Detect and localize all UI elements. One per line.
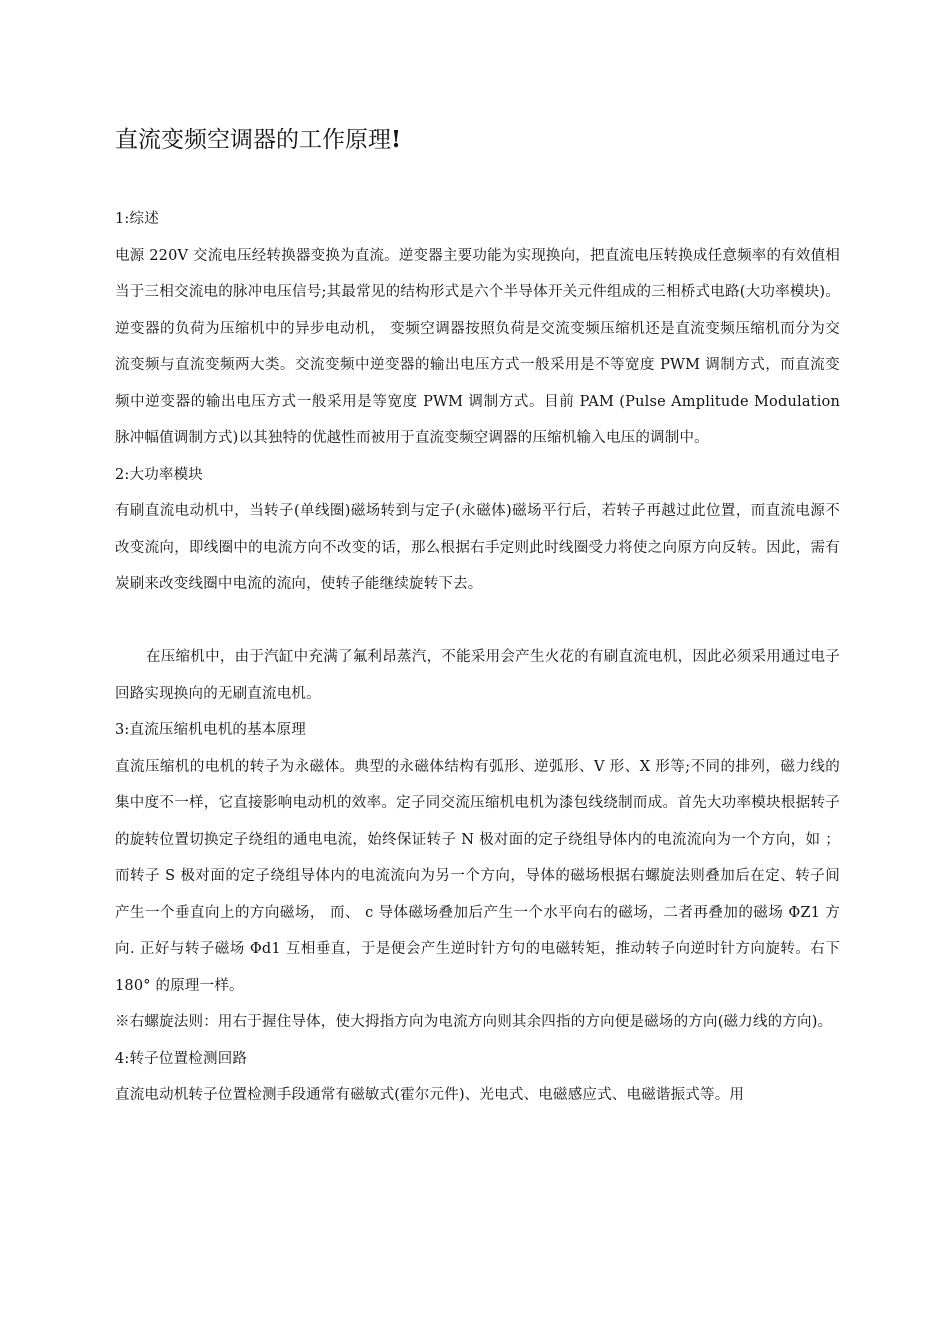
section-note: ※右螺旋法则：用右于握住导体，使大拇指方向为电流方向则其余四指的方向便是磁场的方向(磁力线的方向)。 bbox=[115, 1014, 833, 1030]
section-heading-motor-principle: 3:直流压缩机电机的基本原理 bbox=[115, 722, 306, 738]
section-paragraph: 有刷直流电动机中，当转子(单线圈)磁场转到与定子(永磁体)磁场平行后，若转子再越过此位置，而直流电源不改变流向，即线圈中的电流方向不改变的话，那么根据右手定则此时线圈受力将使之向原方向反转。因此，需有炭刷来改变线圈中电流的流向，使转子能继续旋转下去。 bbox=[115, 503, 840, 592]
section-paragraph: 在压缩机中，由于汽缸中充满了氟利昂蒸汽，不能采用会产生火花的有刷直流电机，因此必须采用通过电子回路实现换向的无刷直流电机。 bbox=[115, 649, 840, 702]
section-heading-power-module: 2:大功率模块 bbox=[115, 466, 204, 483]
section-paragraph: 直流电动机转子位置检测手段通常有磁敏式(霍尔元件)、光电式、电磁感应式、电磁谐振式等。用 bbox=[115, 1087, 745, 1103]
section-heading-overview: 1:综述 bbox=[115, 211, 159, 227]
section-paragraph: 电源 220V 交流电压经转换器变换为直流。逆变器主要功能为实现换向，把直流电压转换成任意频率的有效值相当于三相交流电的脉冲电压信号;其最常见的结构形式是六个半导体开关元件组成的三相桥式电路(大功率模块)。逆变器的负荷为压缩机中的异步电动机， 变频空调器按照负荷是交流变频压缩机还是直流变频压缩机而分为交流变频与直流变频两大类。交流变频中逆变器的输出电压方式一般采用是不等宽度 PWM 调制方式，而直流变频中逆变器的输出电压方式一般采用是等宽度 PWM 调制方式。目前 PAM (Pulse Amplitude Modulation 脉冲幅值调制方式)以其独特的优越性而被用于直流变频空调器的压缩机输入电压的调制中。 bbox=[115, 247, 840, 446]
section-paragraph: 直流压缩机的电机的转子为永磁体。典型的永磁体结构有弧形、逆弧形、V 形、X 形等;不同的排列，磁力线的集中度不一样，它直接影响电动机的效率。定子同交流压缩机电机为漆包线绕制而成。首先大功率模块根据转子的旋转位置切换定子绕组的通电电流，始终保证转子 N 极对面的定子绕组导体内的电流流向为一个方向，如 ；而转子 S 极对面的定子绕组导体内的电流流向为另一个方向，导体的磁场根据右螺旋法则叠加后在定、转子间产生一个垂直向上的方向磁场， 而、 c 导体磁场叠加后产生一个水平向右的磁场，二者再叠加的磁场 ΦZ1 方向. 正好与转子磁场 Φd1 互相垂直，于是便会产生逆时针方句的电磁转矩，推动转子向逆时针方向旋转。右下 180° 的原理一样。 bbox=[115, 758, 840, 994]
title-text: 直流变频空调器的工作原理 bbox=[115, 127, 391, 153]
title-exclamation: ! bbox=[391, 126, 402, 153]
document-title bbox=[115, 122, 401, 158]
section-heading-rotor-detection: 4:转子位置检测回路 bbox=[115, 1050, 248, 1067]
paragraph-gap bbox=[115, 603, 840, 640]
document-body bbox=[115, 201, 840, 1114]
